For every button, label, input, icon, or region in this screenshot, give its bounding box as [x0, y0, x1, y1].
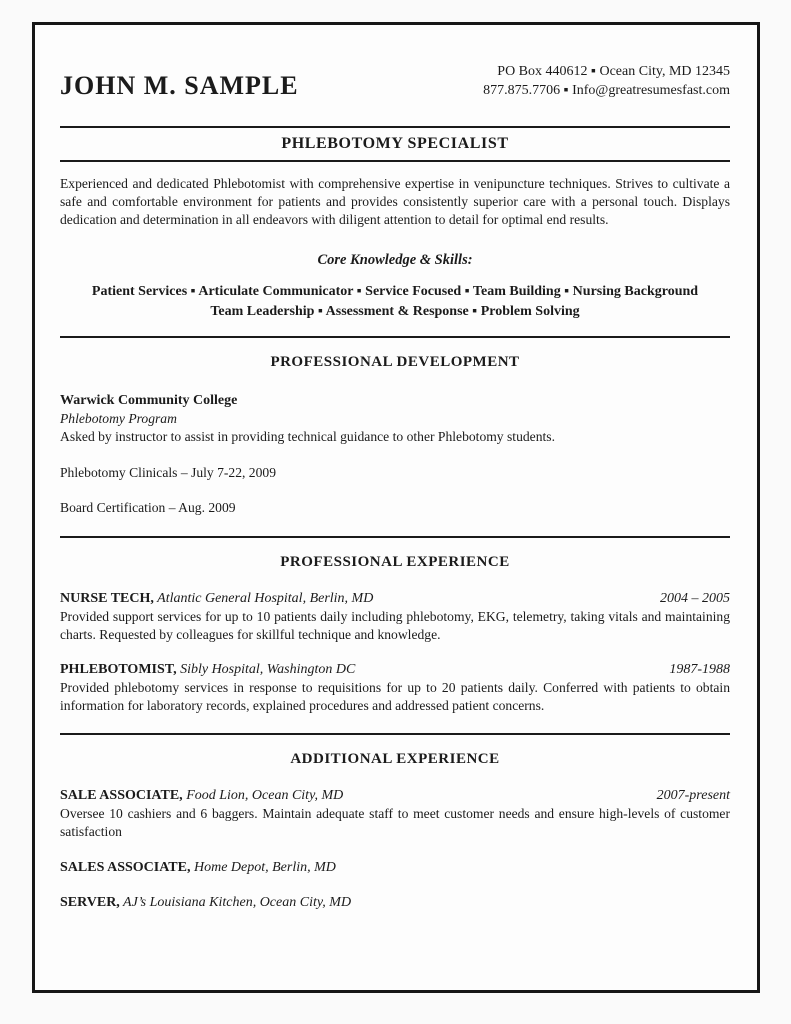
job-title-line	[60, 787, 343, 805]
contact-address: PO Box 440612 ▪ Ocean City, MD 12345	[497, 64, 730, 79]
job-header	[60, 787, 730, 805]
section-heading-professional-experience: PROFESSIONAL EXPERIENCE	[280, 554, 510, 570]
program-note: Asked by instructor to assist in providing technical guidance to other Phlebotomy students.	[60, 429, 555, 444]
job-header	[60, 859, 730, 877]
job-role: NURSE TECH,	[60, 591, 154, 606]
section-heading-additional-experience: ADDITIONAL EXPERIENCE	[290, 751, 500, 767]
divider	[60, 126, 730, 128]
job-entry	[60, 590, 730, 644]
job-description: Provided support services for up to 10 patients daily including phlebotomy, EKG, telemetry, taking vitals and maintaining charts. Requested by colleagues for skillful technique and knowledge.	[60, 609, 730, 642]
skills-line-2: Team Leadership ▪ Assessment & Response ▪ Problem Solving	[210, 304, 580, 319]
job-dates: 2007-present	[656, 788, 730, 803]
skills-line-1: Patient Services ▪ Articulate Communicator ▪ Service Focused ▪ Team Building ▪ Nursing Background	[91, 284, 699, 299]
summary-paragraph: Experienced and dedicated Phlebotomist with comprehensive expertise in venipuncture techniques. Strives to cultivate a safe and comfortable environment for patients and provides consistently superior care with a personal touch. Displays dedication and determination in all endeavors with diligent attention to detail for optimal end results.	[60, 176, 730, 227]
divider	[60, 160, 730, 162]
job-entry	[60, 661, 730, 715]
job-entry	[60, 859, 730, 877]
resume-page	[32, 22, 760, 993]
divider	[60, 733, 730, 735]
job-description: Oversee 10 cashiers and 6 baggers. Maintain adequate staff to meet customer needs and ensure high-levels of customer satisfaction	[60, 806, 730, 839]
job-title-line	[60, 859, 336, 877]
job-company: Atlantic General Hospital, Berlin, MD	[153, 591, 374, 606]
job-role: SERVER,	[60, 895, 120, 910]
resume-title: PHLEBOTOMY SPECIALIST	[281, 135, 509, 152]
development-entry	[60, 392, 730, 517]
job-company: AJ’s Louisiana Kitchen, Ocean City, MD	[119, 895, 352, 910]
job-role: PHLEBOTOMIST,	[60, 662, 177, 677]
clinicals-line: Phlebotomy Clinicals – July 7-22, 2009	[60, 465, 276, 480]
job-company: Home Depot, Berlin, MD	[190, 860, 336, 875]
job-company: Sibly Hospital, Washington DC	[176, 662, 356, 677]
divider	[60, 336, 730, 338]
job-title-line	[60, 894, 351, 912]
job-description: Provided phlebotomy services in response to requisitions for up to 20 patients daily. Conferred with patients to obtain information for laboratory records, explained procedures and addressed patient concerns.	[60, 680, 730, 713]
job-header	[60, 590, 730, 608]
skills-heading: Core Knowledge & Skills:	[317, 252, 473, 268]
job-dates: 1987-1988	[669, 662, 730, 677]
job-entry	[60, 787, 730, 841]
skills-list	[60, 282, 730, 322]
candidate-name: JOHN M. SAMPLE	[60, 71, 299, 100]
job-title-line	[60, 661, 355, 679]
header	[60, 62, 730, 100]
job-title-line	[60, 590, 373, 608]
program-name: Phlebotomy Program	[60, 411, 177, 426]
school-name: Warwick Community College	[60, 393, 238, 408]
job-company: Food Lion, Ocean City, MD	[182, 788, 344, 803]
job-header	[60, 661, 730, 679]
divider	[60, 536, 730, 538]
job-entry	[60, 894, 730, 912]
contact-phone-email: 877.875.7706 ▪ Info@greatresumesfast.com	[483, 83, 730, 98]
section-heading-professional-development: PROFESSIONAL DEVELOPMENT	[270, 354, 520, 370]
contact-info	[483, 62, 730, 100]
job-role: SALE ASSOCIATE,	[60, 788, 183, 803]
job-role: SALES ASSOCIATE,	[60, 860, 191, 875]
job-dates: 2004 – 2005	[660, 591, 730, 606]
certification-line: Board Certification – Aug. 2009	[60, 500, 236, 515]
job-header	[60, 894, 730, 912]
